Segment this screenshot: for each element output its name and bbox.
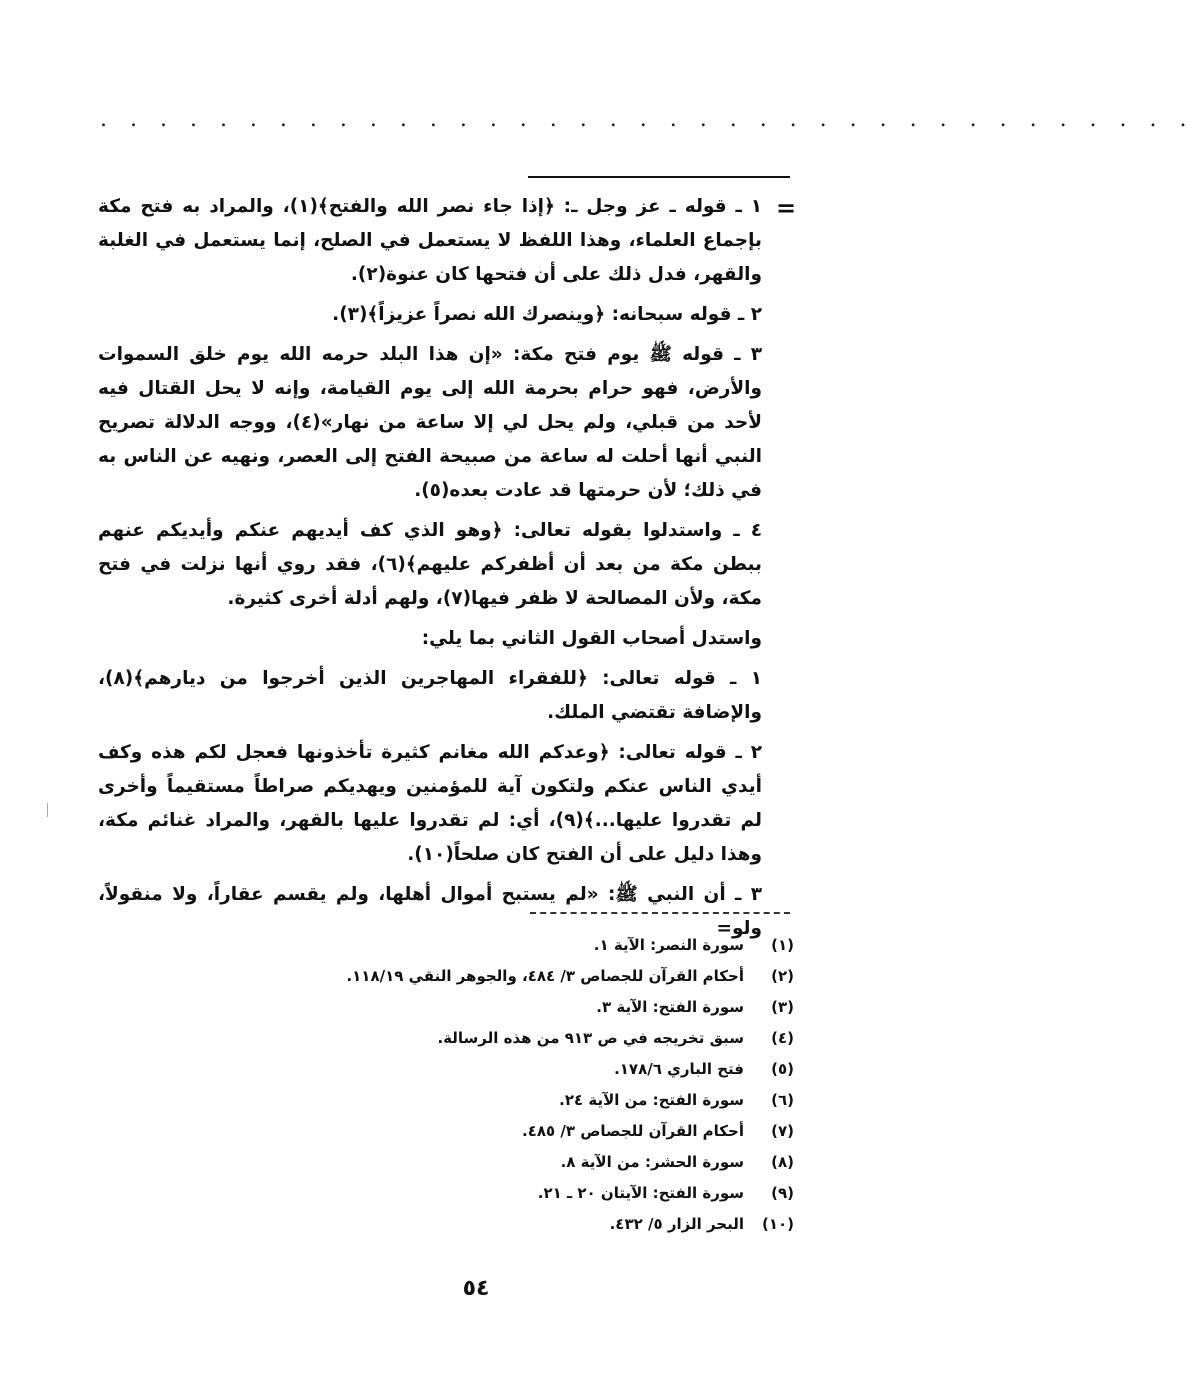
footnote-number: (٧) xyxy=(771,1122,794,1140)
top-rule xyxy=(528,176,790,178)
footnote-item xyxy=(300,1209,794,1240)
footnote-text: فتح الباري ١٧٨/٦. xyxy=(614,1060,744,1078)
text-segment: (٦)، فقد روي أنها نزلت في فتح مكة، ولأن المصالحة لا ظفر فيها(٧)، ولهم أدلة أخرى كثيرة. xyxy=(98,554,762,609)
text-segment: (٨)، والإضافة تقتضي الملك. xyxy=(98,668,762,723)
paragraph xyxy=(98,662,762,730)
footnote-number: (٢) xyxy=(771,967,794,985)
footnote-text: البحر الزار ٥/ ٤٣٢. xyxy=(609,1215,744,1233)
text-segment: ٤ ـ واستدلوا بقوله تعالى: xyxy=(502,520,762,541)
text-segment: ١ ـ قوله ـ عز وجل ـ: xyxy=(554,196,762,217)
footnote-text: سورة الفتح: الآيتان ٢٠ ـ ٢١. xyxy=(537,1184,744,1202)
footnote-text: أحكام القرآن للجصاص ٣/ ٤٨٤، والجوهر النقي ١١٨/١٩. xyxy=(346,967,744,985)
text-segment: ٢ ـ قوله تعالى: xyxy=(609,742,762,763)
header-dotted-line: . . . . . . . . . . . . . . . . . . . . . . . . . . . . . . . . . . . . . xyxy=(100,107,1195,132)
footnote-text: أحكام القرآن للجصاص ٣/ ٤٨٥. xyxy=(521,1122,744,1140)
footnote-number: (٨) xyxy=(771,1153,794,1171)
paragraph xyxy=(98,622,762,656)
text-segment: واستدل أصحاب القول الثاني بما يلي: xyxy=(421,628,762,649)
footnote-number: (١) xyxy=(771,936,794,954)
quran-quote: ﴿إذا جاء نصر الله والفتح﴾ xyxy=(317,196,555,217)
page-number: ٥٤ xyxy=(462,1276,490,1301)
footnote-text: سبق تخريجه في ص ٩١٣ من هذه الرسالة. xyxy=(437,1029,744,1047)
text-segment: ٣ ـ أن النبي ﷺ: xyxy=(598,884,763,905)
text-segment: (١)، والمراد به فتح مكة بإجماع العلماء، وهذا اللفظ لا يستعمل في الصلح، إنما يستعمل في الغلبة والقهر، فدل ذلك على أن فتحها كان عنوة(٢). xyxy=(98,196,762,285)
paragraph xyxy=(98,298,762,332)
footnote-separator xyxy=(530,912,790,914)
footnote-text: سورة الفتح: من الآية ٢٤. xyxy=(559,1091,744,1109)
footnote-text: سورة الفتح: الآية ٣. xyxy=(596,998,744,1016)
continuation-mark: = xyxy=(776,193,797,222)
quran-quote: ﴿للفقراء المهاجرين الذين أخرجوا من ديارهم﴾ xyxy=(133,668,588,689)
paragraph xyxy=(98,190,762,292)
footnote-text: سورة الحشر: من الآية ٨. xyxy=(560,1153,744,1171)
text-segment: ١ ـ قوله تعالى: xyxy=(587,668,762,689)
text-segment: (٩)، أي: لم تقدروا عليها بالقهر، والمراد غنائم مكة، وهذا دليل على أن الفتح كان صلحاً(١٠). xyxy=(98,810,762,865)
footnote-item xyxy=(300,1023,794,1054)
footnote-number: (٩) xyxy=(771,1184,794,1202)
footnote-number: (٥) xyxy=(771,1060,794,1078)
footnote-item xyxy=(300,961,794,992)
text-segment: (٤)، ووجه الدلالة تصريح النبي أنها أحلت له ساعة من صبيحة الفتح إلى العصر، ونهيه عن الناس به في ذلك؛ لأن حرمتها قد عادت بعده(٥). xyxy=(98,412,762,501)
quran-quote: ﴿وينصرك الله نصراً عزيزاً﴾ xyxy=(367,304,606,325)
footnote-number: (١٠) xyxy=(761,1215,794,1233)
text-segment: = xyxy=(716,918,732,939)
text-segment: «إن هذا البلد حرمه الله يوم خلق السموات والأرض، فهو حرام بحرمة الله إلى يوم القيامة، وإنه لا يحل القتال فيه لأحد من قبلي، ولم يحل لي إلا ساعة من نهار» xyxy=(98,344,762,433)
text-segment: «لم يستبح أموال أهلها، ولم يقسم عقاراً، ولا منقولاً، ولو xyxy=(98,884,762,939)
footnote-number: (٦) xyxy=(771,1091,794,1109)
paragraph xyxy=(98,514,762,616)
footnote-item xyxy=(300,930,794,961)
footnote-number: (٣) xyxy=(771,998,794,1016)
quran-quote: ﴿وهو الذي كف أيديهم عنكم وأيديكم عنهم ببطن مكة من بعد أن أظفركم عليهم﴾ xyxy=(98,520,762,575)
footnote-item xyxy=(300,992,794,1023)
paragraph xyxy=(98,736,762,872)
footnote-item xyxy=(300,1178,794,1209)
text-segment: (٣). xyxy=(332,304,368,325)
footnote-item xyxy=(300,1116,794,1147)
margin-mark xyxy=(47,803,48,817)
main-text xyxy=(98,190,762,952)
text-segment: ٢ ـ قوله سبحانه: xyxy=(605,304,762,325)
footnote-number: (٤) xyxy=(771,1029,794,1047)
footnotes xyxy=(300,930,794,1240)
quran-quote: ﴿وعدكم الله مغانم كثيرة تأخذونها فعجل لكم هذه وكف أيدي الناس عنكم ولتكون آية للمؤمنين ويهديكم صراطاً مستقيماً وأخرى لم تقدروا عليها...﴾ xyxy=(98,742,763,831)
footnote-item xyxy=(300,1147,794,1178)
paragraph xyxy=(98,338,762,508)
footnote-item xyxy=(300,1085,794,1116)
text-segment: ٣ ـ قوله ﷺ يوم فتح مكة: xyxy=(502,344,762,365)
footnote-text: سورة النصر: الآية ١. xyxy=(593,936,744,954)
footnote-item xyxy=(300,1054,794,1085)
